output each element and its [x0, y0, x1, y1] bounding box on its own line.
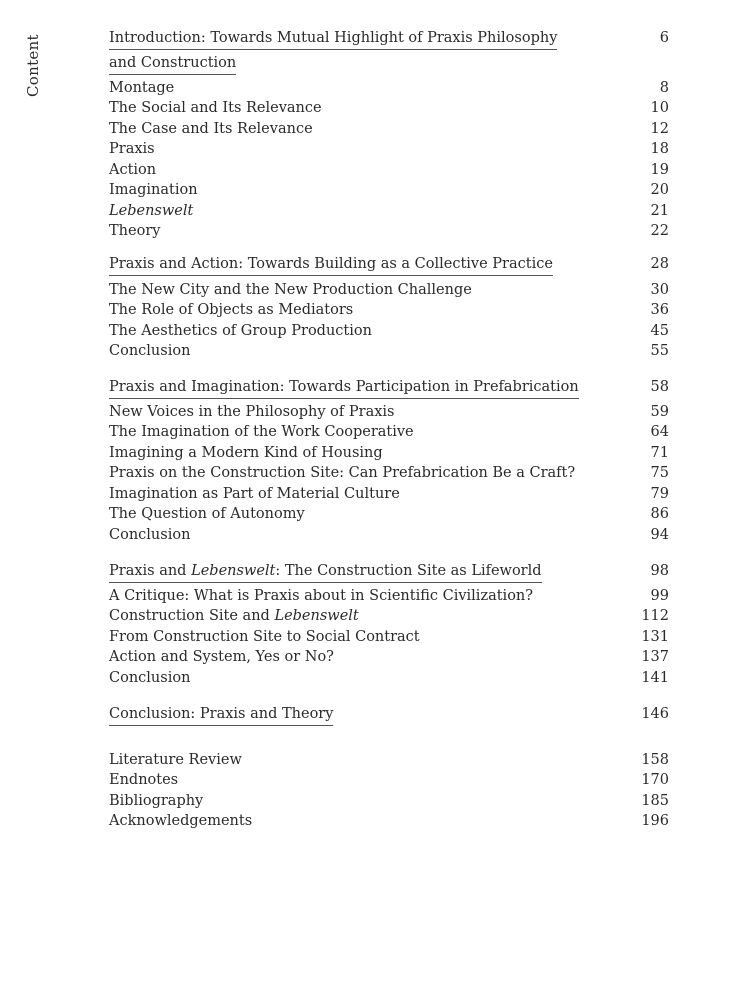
- toc-entry[interactable]: [109, 791, 669, 811]
- entry-title: [109, 647, 334, 667]
- entry-title: [109, 28, 557, 48]
- page-number: 55: [650, 343, 669, 359]
- page-number: 19: [650, 162, 669, 178]
- toc-entry[interactable]: [109, 525, 669, 545]
- heading-underline: [109, 398, 579, 399]
- page-number: 18: [650, 141, 669, 157]
- section-heading[interactable]: [109, 377, 669, 397]
- entry-title: [109, 561, 542, 581]
- side-label-text: Content: [24, 34, 42, 97]
- page-number: 59: [650, 404, 669, 420]
- title-text: A Critique: What is Praxis about in Scientific Civilization?: [109, 588, 534, 604]
- title-text: Endnotes: [109, 772, 179, 788]
- toc-entry[interactable]: [109, 78, 669, 98]
- toc-entry[interactable]: [109, 770, 669, 790]
- toc-entry[interactable]: [109, 321, 669, 341]
- page-number: 10: [650, 100, 669, 116]
- entry-title: [109, 119, 313, 139]
- page-number: 98: [650, 563, 669, 579]
- title-text: The Case and Its Relevance: [109, 121, 313, 137]
- entry-title: [109, 180, 198, 200]
- title-text: Montage: [109, 80, 175, 96]
- title-text: Conclusion: [109, 527, 191, 543]
- entry-title: [109, 201, 193, 221]
- page-number: 94: [650, 527, 669, 543]
- side-label: [24, 35, 46, 105]
- page-number: 21: [650, 203, 669, 219]
- heading-underline: [109, 49, 557, 50]
- toc-entry[interactable]: [109, 668, 669, 688]
- toc-entry[interactable]: [109, 422, 669, 442]
- entry-title: [109, 750, 242, 770]
- title-text: The Role of Objects as Mediators: [109, 302, 354, 318]
- entry-title: [109, 484, 400, 504]
- entry-title: [109, 341, 190, 361]
- title-text: Action: [109, 162, 157, 178]
- entry-title: [109, 377, 579, 397]
- title-text: Praxis and: [109, 563, 192, 579]
- page-number: 141: [641, 670, 669, 686]
- entry-title: [109, 139, 155, 159]
- section-heading-continued[interactable]: and Construction: [109, 55, 237, 71]
- toc-entry[interactable]: [109, 341, 669, 361]
- title-text: Imagination: [109, 182, 198, 198]
- title-italic-term: Lebenswelt: [274, 608, 359, 624]
- entry-title: [109, 98, 322, 118]
- entry-title: [109, 704, 333, 724]
- title-text: From Construction Site to Social Contract: [109, 629, 420, 645]
- title-text: Imagining a Modern Kind of Housing: [109, 445, 383, 461]
- title-text: Acknowledgements: [109, 813, 253, 829]
- page-number: 112: [641, 608, 669, 624]
- title-text: Imagination as Part of Material Culture: [109, 486, 400, 502]
- page-number: 185: [641, 793, 669, 809]
- entry-title: [109, 668, 190, 688]
- entry-title: [109, 791, 203, 811]
- title-text: The Imagination of the Work Cooperative: [109, 424, 414, 440]
- heading-underline: [109, 725, 333, 726]
- page-number: 146: [641, 706, 669, 722]
- section-heading[interactable]: [109, 254, 669, 274]
- entry-title: [109, 78, 174, 98]
- title-text: : The Construction Site as Lifeworld: [275, 563, 542, 579]
- page-number: 196: [641, 813, 669, 829]
- title-text: Bibliography: [109, 793, 204, 809]
- page-number: 8: [659, 80, 669, 96]
- entry-title: [109, 504, 305, 524]
- page-number: 12: [650, 121, 669, 137]
- entry-title: [109, 811, 252, 831]
- page-number: 137: [641, 649, 669, 665]
- toc-entry[interactable]: [109, 586, 669, 606]
- toc-entry[interactable]: [109, 280, 669, 300]
- title-text: Conclusion: Praxis and Theory: [109, 706, 334, 722]
- page-number: 131: [641, 629, 669, 645]
- toc-entry[interactable]: [109, 402, 669, 422]
- entry-title: [109, 402, 394, 422]
- title-text: The New City and the New Production Challenge: [109, 282, 472, 298]
- toc-entry[interactable]: [109, 750, 669, 770]
- toc-entry[interactable]: [109, 98, 669, 118]
- page-number: 22: [650, 223, 669, 239]
- heading-underline: [109, 582, 542, 583]
- page-number: 6: [659, 30, 669, 46]
- title-text: New Voices in the Philosophy of Praxis: [109, 404, 395, 420]
- page-number: 28: [650, 256, 669, 272]
- entry-title: [109, 770, 178, 790]
- title-text: Construction Site and: [109, 608, 275, 624]
- heading-underline: [109, 74, 236, 75]
- toc-entry[interactable]: [109, 811, 669, 831]
- page-number: 64: [650, 424, 669, 440]
- section-heading[interactable]: [109, 28, 669, 48]
- page-number: 158: [641, 752, 669, 768]
- entry-title: [109, 300, 353, 320]
- title-text: Praxis on the Construction Site: Can Prefabrication Be a Craft?: [109, 465, 576, 481]
- title-text: Conclusion: [109, 670, 191, 686]
- page-number: 58: [650, 379, 669, 395]
- entry-title: [109, 321, 372, 341]
- entry-title: [109, 280, 472, 300]
- title-italic-term: Lebenswelt: [109, 203, 194, 219]
- entry-title: [109, 160, 156, 180]
- entry-title: [109, 627, 420, 647]
- page-number: 79: [650, 486, 669, 502]
- page-number: 71: [650, 445, 669, 461]
- title-text: Praxis and Imagination: Towards Participation in Prefabrication: [109, 379, 579, 395]
- page-number: 99: [650, 588, 669, 604]
- title-italic-term: Lebenswelt: [191, 563, 276, 579]
- page-number: 86: [650, 506, 669, 522]
- section-heading[interactable]: [109, 704, 669, 724]
- title-text: Introduction: Towards Mutual Highlight of Praxis Philosophy: [109, 30, 558, 46]
- title-text: Literature Review: [109, 752, 242, 768]
- toc-entry[interactable]: [109, 463, 669, 483]
- title-text: Praxis and Action: Towards Building as a Collective Practice: [109, 256, 553, 272]
- toc-entry[interactable]: [109, 647, 669, 667]
- title-text: Conclusion: [109, 343, 191, 359]
- toc-entry[interactable]: [109, 180, 669, 200]
- title-text: Theory: [109, 223, 161, 239]
- entry-title: [109, 525, 190, 545]
- title-text: Praxis: [109, 141, 155, 157]
- toc-entry[interactable]: [109, 221, 669, 241]
- heading-underline: [109, 275, 553, 276]
- toc-entry[interactable]: [109, 160, 669, 180]
- page-number: 45: [650, 323, 669, 339]
- title-text: The Social and Its Relevance: [109, 100, 322, 116]
- page-number: 30: [650, 282, 669, 298]
- toc-entry[interactable]: [109, 504, 669, 524]
- toc-entry[interactable]: [109, 443, 669, 463]
- entry-title: [109, 586, 533, 606]
- toc-entry[interactable]: [109, 627, 669, 647]
- title-text: Action and System, Yes or No?: [109, 649, 334, 665]
- toc-entry[interactable]: [109, 201, 669, 221]
- toc-entry[interactable]: [109, 484, 669, 504]
- entry-title: [109, 422, 414, 442]
- page-number: 170: [641, 772, 669, 788]
- page-number: 20: [650, 182, 669, 198]
- entry-title: [109, 221, 160, 241]
- toc-entry[interactable]: [109, 300, 669, 320]
- title-text: The Question of Autonomy: [109, 506, 305, 522]
- title-text: The Aesthetics of Group Production: [109, 323, 372, 339]
- page-number: 75: [650, 465, 669, 481]
- entry-title: [109, 443, 383, 463]
- toc-entry[interactable]: [109, 139, 669, 159]
- entry-title: [109, 606, 359, 626]
- section-heading[interactable]: [109, 561, 669, 581]
- page-number: 36: [650, 302, 669, 318]
- entry-title: [109, 463, 575, 483]
- toc-entry[interactable]: [109, 606, 669, 626]
- toc-entry[interactable]: [109, 119, 669, 139]
- entry-title: [109, 254, 553, 274]
